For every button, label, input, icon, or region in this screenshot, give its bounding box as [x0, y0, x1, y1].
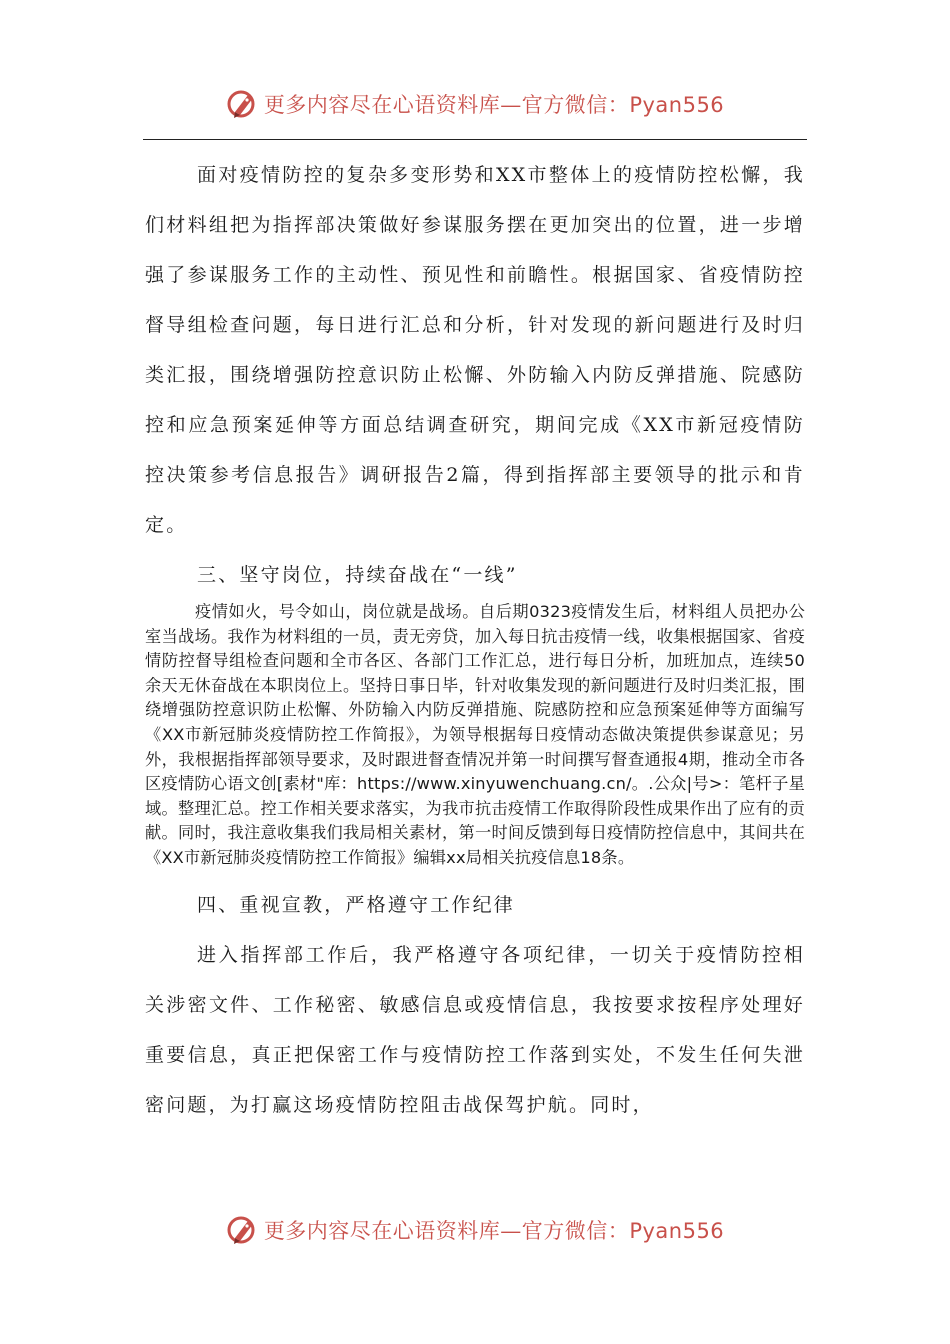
footer-banner-wechat-id: Pyan556 [629, 1219, 725, 1243]
document-body [145, 150, 805, 1130]
paragraph-3: 进入指挥部工作后，我严格遵守各项纪律，一切关于疫情防控相关涉密文件、工作秘密、敏感信息或疫情信息，我按要求按程序处理好重要信息，真正把保密工作与疫情防控工作落到实处，不发生任何失泄密问题，为打赢这场疫情防控阻击战保驾护航。同时， [145, 943, 805, 1116]
pen-nib-logo-icon [226, 87, 260, 121]
paragraph-1: 面对疫情防控的复杂多变形势和XX市整体上的疫情防控松懈，我们材料组把为指挥部决策做好参谋服务摆在更加突出的位置，进一步增强了参谋服务工作的主动性、预见性和前瞻性。根据国家、省疫情防控督导组检查问题，每日进行汇总和分析，针对发现的新问题进行及时归类汇报，围绕增强防控意识防止松懈、外防输入内防反弹措施、院感防控和应急预案延伸等方面总结调查研究，期间完成《XX市新冠疫情防控决策参考信息报告》调研报告2篇，得到指挥部主要领导的批示和肯定。 [145, 164, 805, 536]
section-heading-3: 三、坚守岗位，持续奋战在“一线” [197, 564, 518, 586]
paragraph-2: 疫情如火，号令如山，岗位就是战场。自后期0323疫情发生后，材料组人员把办公室当战场。我作为材料组的一员，责无旁贷，加入每日抗击疫情一线，收集根据国家、省疫情防控督导组检查问题和全市各区、各部门工作汇总，进行每日分析，加班加点，连续50余天无休奋战在本职岗位上。坚持日事日毕，针对收集发现的新问题进行及时归类汇报，围绕增强防控意识防止松懈、外防输入内防反弹措施、院感防控和应急预案延伸等方面编写《XX市新冠肺炎疫情防控工作简报》，为领导根据每日疫情动态做决策提供参谋意见；另外，我根据指挥部领导要求，及时跟进督查情况并第一时间撰写督查通报4期，推动全市各区疫情防心语文创[素材"库：https://www.xinyuwenchuang.cn/。.公众|号>：笔杆子星域。整理汇总。控工作相关要求落实，为我市抗击疫情工作取得阶段性成果作出了应有的贡献。同时，我注意收集我们我局相关素材，第一时间反馈到每日疫情防控信息中，其间共在《XX市新冠肺炎疫情防控工作简报》编辑xx局相关抗疫信息18条。 [145, 602, 805, 867]
header-banner-wechat-id: Pyan556 [629, 93, 725, 117]
footer-banner-text [264, 1215, 724, 1245]
header-banner-cn: 更多内容尽在心语资料库—官方微信： [263, 93, 630, 117]
header-banner [0, 84, 950, 124]
footer-banner-cn: 更多内容尽在心语资料库—官方微信： [263, 1219, 630, 1243]
footer-banner [0, 1210, 950, 1250]
header-banner-text [264, 89, 724, 119]
header-divider [143, 139, 807, 140]
pen-nib-logo-icon [226, 1213, 260, 1247]
section-heading-4: 四、重视宣教，严格遵守工作纪律 [197, 893, 516, 916]
